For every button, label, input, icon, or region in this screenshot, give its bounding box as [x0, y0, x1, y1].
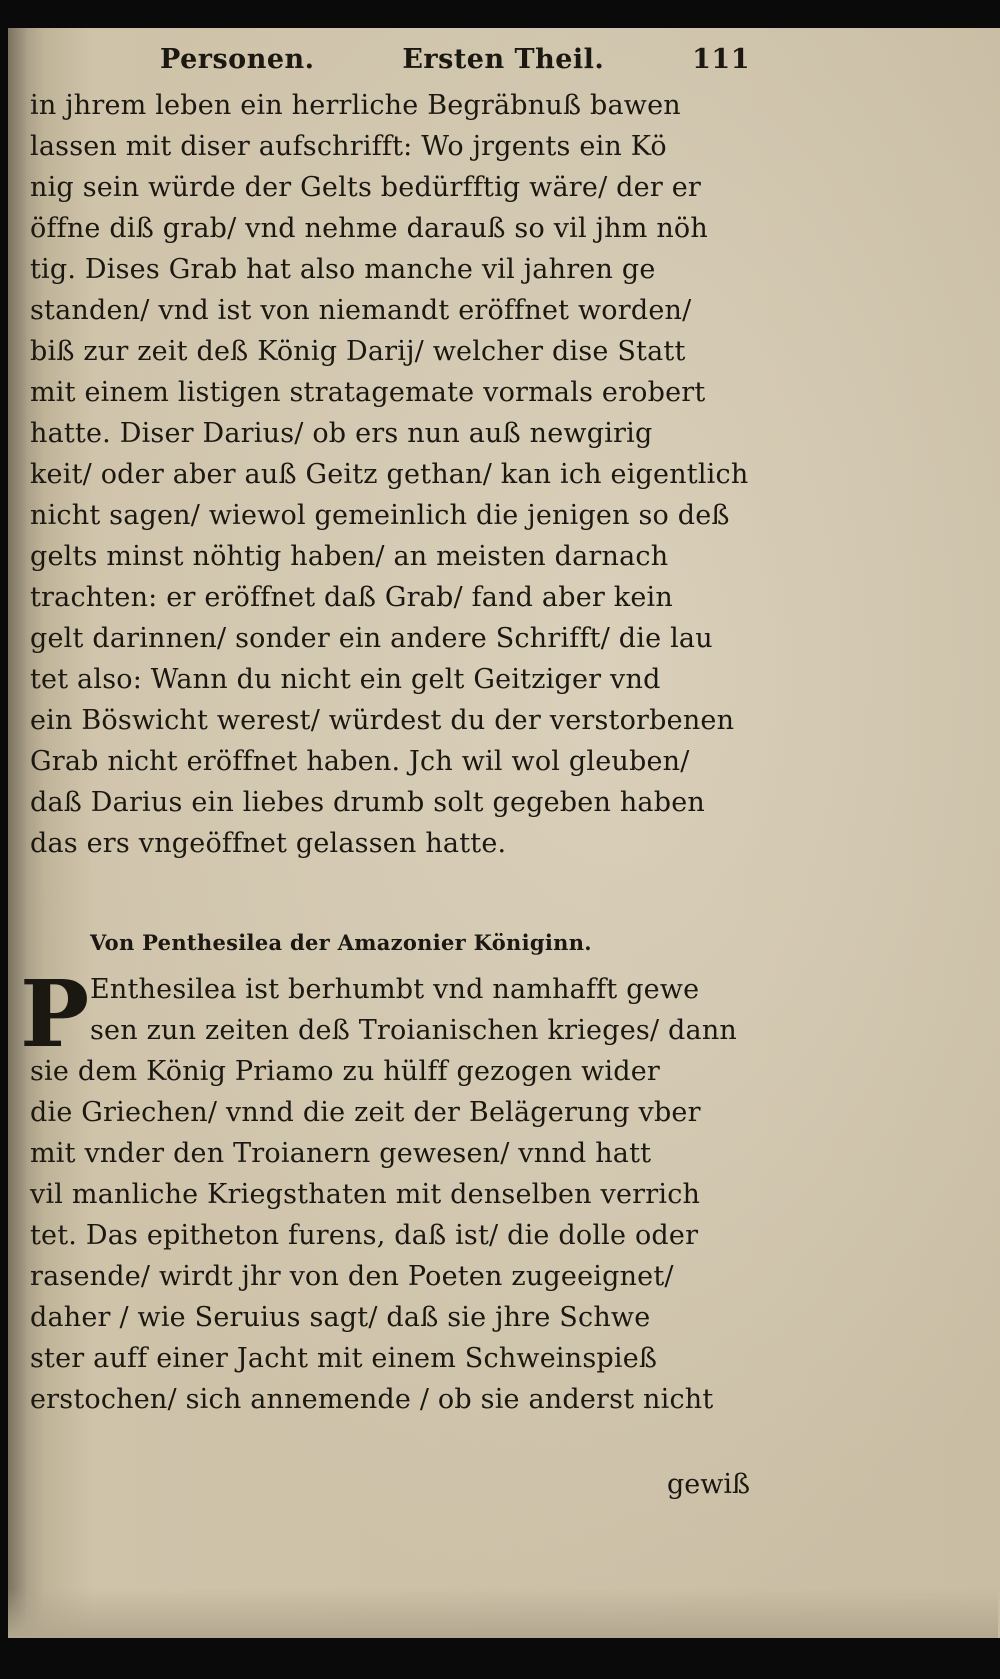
text-line: tig. Dises Grab hat also manche vil jahren ge: [30, 254, 656, 285]
text-line: mit einem listigen stratagemate vormals erobert: [30, 377, 706, 408]
page-bottom-shadow: [8, 1588, 998, 1638]
text-line: daher / wie Seruius sagt/ daß sie jhre Schwe: [30, 1302, 651, 1333]
running-header: [160, 44, 750, 84]
text-line: ein Böswicht werest/ würdest du der verstorbenen: [30, 705, 735, 736]
text-line: tet also: Wann du nicht ein gelt Geitziger vnd: [30, 664, 661, 695]
text-line: trachten: er eröffnet daß Grab/ fand aber kein: [30, 582, 673, 613]
text-line: ster auff einer Jacht mit einem Schweinspieß: [30, 1343, 658, 1374]
text-line: vil manliche Kriegsthaten mit denselben verrich: [30, 1179, 701, 1210]
text-line: in jhrem leben ein herrliche Begräbnuß bawen: [30, 90, 681, 121]
section-heading: Von Penthesilea der Amazonier Königinn.: [90, 930, 592, 955]
text-line: nig sein würde der Gelts bedürfftig wäre/ der er: [30, 172, 701, 203]
text-line: die Griechen/ vnnd die zeit der Belägerung vber: [30, 1097, 701, 1128]
text-line: gelts minst nöhtig haben/ an meisten darnach: [30, 541, 669, 572]
text-line: hatte. Diser Darius/ ob ers nun auß newgirig: [30, 418, 653, 449]
catchword: gewiß: [666, 1469, 750, 1500]
page-number: 111: [692, 44, 750, 75]
header-left: Personen.: [160, 44, 315, 75]
text-line: gelt darinnen/ sonder ein andere Schrifft/ die lau: [30, 623, 713, 654]
text-line: lassen mit diser aufschrifft: Wo jrgents ein Kö: [30, 131, 667, 162]
text-line: sen zun zeiten deß Troianischen krieges/ dann: [90, 1015, 737, 1046]
text-line: standen/ vnd ist von niemandt eröffnet worden/: [30, 295, 692, 326]
text-line: Enthesilea ist berhumbt vnd namhafft gewe: [90, 974, 700, 1005]
text-line: nicht sagen/ wiewol gemeinlich die jenigen so deß: [30, 500, 730, 531]
text-line: öffne diß grab/ vnd nehme darauß so vil jhm nöh: [30, 213, 708, 244]
text-line: tet. Das epitheton furens, daß ist/ die dolle oder: [30, 1220, 699, 1251]
text-line: rasende/ wirdt jhr von den Poeten zugeeignet/: [30, 1261, 674, 1292]
header-center: Ersten Theil.: [402, 44, 605, 75]
text-line: Grab nicht eröffnet haben. Jch wil wol gleuben/: [30, 746, 690, 777]
text-line: biß zur zeit deß König Darij/ welcher dise Statt: [30, 336, 686, 367]
text-line: mit vnder den Troianern gewesen/ vnnd hatt: [30, 1138, 652, 1169]
drop-cap-initial: P: [20, 960, 90, 1068]
text-line: sie dem König Priamo zu hülff gezogen wider: [30, 1056, 661, 1087]
text-line: erstochen/ sich annemende / ob sie anderst nicht: [30, 1384, 714, 1415]
text-line: keit/ oder aber auß Geitz gethan/ kan ich eigentlich: [30, 459, 749, 490]
page-gutter: [8, 28, 26, 1638]
text-line: daß Darius ein liebes drumb solt gegeben haben: [30, 787, 705, 818]
text-line: das ers vngeöffnet gelassen hatte.: [30, 828, 507, 859]
